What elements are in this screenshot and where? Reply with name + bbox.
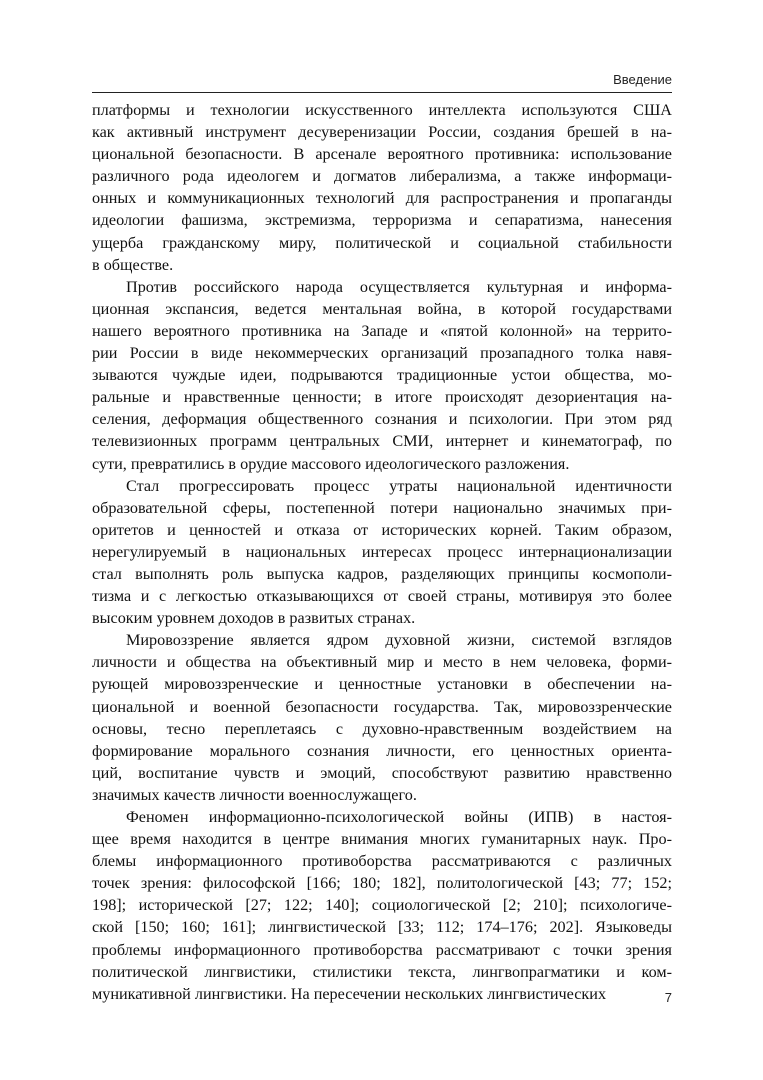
text-line: идеологии фашизма, экстремизма, терроризма и сепаратизма, нанесения xyxy=(92,211,672,230)
text-line: 198]; исторической [27; 122; 140]; социологической [2; 210]; психологиче- xyxy=(92,896,672,915)
text-line: политической лингвистики, стилистики текста, лингвопрагматики и ком- xyxy=(92,962,672,981)
text-line: онных и коммуникационных технологий для распространения и пропаганды xyxy=(92,189,672,208)
text-line: проблемы информационного противоборства рассматривают с точки зрения xyxy=(92,940,672,959)
running-header xyxy=(92,66,672,93)
text-line: различного рода идеологем и догматов либерализма, а также информаци- xyxy=(92,167,672,186)
text-line: блемы информационного противоборства рассматриваются с различных xyxy=(92,852,672,871)
text-line: стал выполнять роль выпуска кадров, разделяющих принципы космополи- xyxy=(92,564,672,583)
text-line: ральные и нравственные ценности; в итоге происходят дезориентация на- xyxy=(92,388,672,407)
text-line: Стал прогрессировать процесс утраты национальной идентичности xyxy=(126,476,672,495)
text-line: ущерба гражданскому миру, политической и социальной стабильности xyxy=(92,233,672,252)
text-line: точек зрения: философской [166; 180; 182], политологической [43; 77; 152; xyxy=(92,874,672,893)
paragraph xyxy=(92,629,672,806)
text-line: зываются чуждые идеи, подрываются традиционные устои общества, мо- xyxy=(92,366,672,385)
paragraph xyxy=(92,806,672,1005)
text-line: как активный инструмент десуверенизации России, создания брешей в на- xyxy=(92,123,672,142)
text-line: сути, превратились в орудие массового идеологического разложения. xyxy=(92,454,570,473)
text-line: оритетов и ценностей и отказа от исторических корней. Таким образом, xyxy=(92,520,672,539)
text-line: телевизионных программ центральных СМИ, интернет и кинематограф, по xyxy=(92,432,672,451)
text-line: Феномен информационно-психологической войны (ИПВ) в настоя- xyxy=(126,808,672,826)
text-line: Мировоззрение является ядром духовной жизни, системой взглядов xyxy=(126,631,672,650)
text-line: циональной и военной безопасности государства. Так, мировоззренческие xyxy=(92,697,672,716)
text-line: платформы и технологии искусственного интеллекта используются США xyxy=(92,101,672,119)
text-line: личности и общества на объективный мир и место в нем человека, форми- xyxy=(92,653,672,672)
text-line: формирование морального сознания личности, его ценностных ориента- xyxy=(92,741,672,760)
text-line: циональной безопасности. В арсенале вероятного противника: использование xyxy=(92,145,672,164)
text-line: селения, деформация общественного сознания и психологии. При этом ряд xyxy=(92,410,672,429)
text-line: в обществе. xyxy=(92,255,174,274)
text-line: щее время находится в центре внимания многих гуманитарных наук. Про- xyxy=(92,830,672,849)
text-line: ционная экспансия, ведется ментальная война, в которой государствами xyxy=(92,299,672,318)
text-line: нерегулируемый в национальных интересах процесс интернационализации xyxy=(92,542,672,561)
body-text xyxy=(92,99,672,1005)
paragraph xyxy=(92,276,672,475)
text-line: значимых качеств личности военнослужащего. xyxy=(92,785,417,804)
paragraph xyxy=(92,475,672,630)
text-line: ций, воспитание чувств и эмоций, способствуют развитию нравственно xyxy=(92,763,672,782)
text-line: рии России в виде некоммерческих организаций прозападного толка навя- xyxy=(92,344,672,363)
text-line: образовательной сферы, постепенной потери национально значимых при- xyxy=(92,498,672,517)
text-line: нашего вероятного противника на Западе и «пятой колонной» на террито- xyxy=(92,321,672,340)
text-line: Против российского народа осуществляется культурная и информа- xyxy=(126,277,672,296)
text-line: основы, тесно переплетаясь с духовно-нравственным воздействием на xyxy=(92,719,672,738)
text-line: высоким уровнем доходов в развитых странах. xyxy=(92,609,416,628)
text-line: муникативной лингвистики. На пересечении нескольких лингвистических xyxy=(92,984,607,1003)
paragraph xyxy=(92,99,672,276)
text-line: тизма и с легкостью отказывающихся от своей страны, мотивируя это более xyxy=(92,587,672,606)
text-line: рующей мировоззренческие и ценностные установки в обеспечении на- xyxy=(92,675,672,694)
text-line: ской [150; 160; 161]; лингвистической [33; 112; 174–176; 202]. Языковеды xyxy=(92,918,672,937)
chapter-title: Введение xyxy=(613,72,672,87)
page-number: 7 xyxy=(664,990,672,1005)
